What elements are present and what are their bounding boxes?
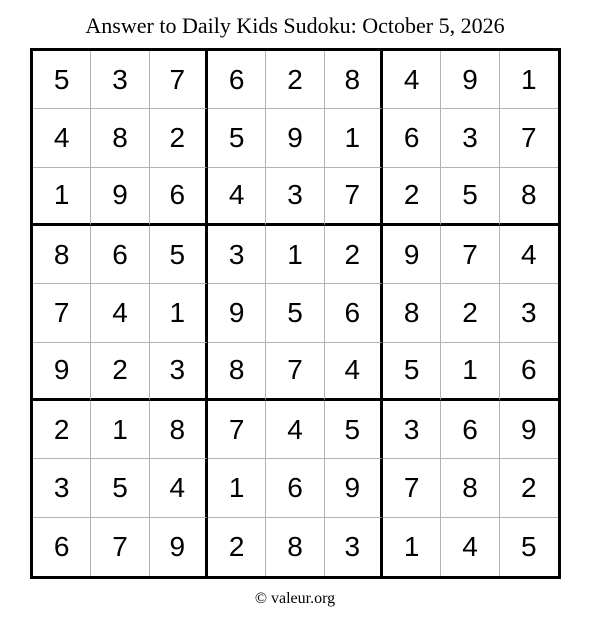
- sudoku-cell-r1-c7: 4: [383, 51, 441, 109]
- sudoku-cell-r8-c2: 5: [91, 459, 149, 517]
- sudoku-cell-r6-c1: 9: [33, 343, 91, 401]
- sudoku-cell-r8-c1: 3: [33, 459, 91, 517]
- sudoku-cell-r1-c4: 6: [208, 51, 266, 109]
- sudoku-cell-r8-c4: 1: [208, 459, 266, 517]
- sudoku-cell-r9-c3: 9: [150, 518, 208, 576]
- sudoku-cell-r7-c3: 8: [150, 401, 208, 459]
- sudoku-cell-r2-c9: 7: [500, 109, 558, 167]
- sudoku-cell-r8-c6: 9: [325, 459, 383, 517]
- sudoku-cell-r3-c4: 4: [208, 168, 266, 226]
- sudoku-cell-r5-c6: 6: [325, 284, 383, 342]
- sudoku-cell-r5-c3: 1: [150, 284, 208, 342]
- sudoku-cell-r9-c9: 5: [521, 530, 537, 562]
- sudoku-cell-r2-c3: 2: [150, 109, 208, 167]
- sudoku-cell-r9-c7: 1: [383, 518, 441, 576]
- sudoku-cell-r6-c8: 1: [441, 343, 499, 401]
- sudoku-cell-r6-c6: 4: [325, 343, 383, 401]
- sudoku-cell-r6-c5: 7: [266, 343, 324, 401]
- sudoku-cell-r9-c8: 4: [441, 518, 499, 576]
- sudoku-cell-r2-c4: 5: [208, 109, 266, 167]
- sudoku-cell-r3-c2: 9: [91, 168, 149, 226]
- sudoku-cell-r3-c9: 8: [500, 168, 558, 226]
- sudoku-cell-r5-c8: 2: [441, 284, 499, 342]
- sudoku-cell-r2-c8: 3: [441, 109, 499, 167]
- sudoku-cell-r7-c2: 1: [91, 401, 149, 459]
- sudoku-cell-r1-c3: 7: [150, 51, 208, 109]
- sudoku-cell-r1-c9: 1: [500, 51, 558, 109]
- sudoku-cell-r6-c4: 8: [208, 343, 266, 401]
- sudoku-cell-r6-c7: 5: [383, 343, 441, 401]
- sudoku-cell-r7-c9: 9: [500, 401, 558, 459]
- sudoku-cell-r2-c1: 4: [33, 109, 91, 167]
- sudoku-cell-r2-c6: 1: [325, 109, 383, 167]
- sudoku-cell-r2-c5: 9: [266, 109, 324, 167]
- sudoku-cell-r4-c7: 9: [383, 226, 441, 284]
- sudoku-cell-r7-c1: 2: [33, 401, 91, 459]
- sudoku-cell-r6-c3: 3: [150, 343, 208, 401]
- sudoku-cell-r9-c4: 2: [208, 518, 266, 576]
- puzzle-title: Answer to Daily Kids Sudoku: October 5, 2026: [85, 13, 505, 38]
- sudoku-cell-r9-c6: 3: [325, 518, 383, 576]
- sudoku-cell-r4-c1: 8: [33, 226, 91, 284]
- sudoku-cell-r4-c5: 1: [266, 226, 324, 284]
- sudoku-cell-r2-c2: 8: [91, 109, 149, 167]
- sudoku-cell-r4-c6: 2: [325, 226, 383, 284]
- sudoku-cell-r3-c6: 7: [325, 168, 383, 226]
- sudoku-cell-r1-c5: 2: [266, 51, 324, 109]
- sudoku-cell-r6-c2: 2: [91, 343, 149, 401]
- sudoku-cell-r3-c8: 5: [441, 168, 499, 226]
- sudoku-board: [30, 48, 561, 579]
- sudoku-cell-r4-c8: 7: [441, 226, 499, 284]
- sudoku-cell-r8-c3: 4: [150, 459, 208, 517]
- sudoku-cell-r3-c3: 6: [150, 168, 208, 226]
- sudoku-cell-r6-c9: 6: [500, 343, 558, 401]
- sudoku-cell-r5-c2: 4: [91, 284, 149, 342]
- sudoku-cell-r2-c7: 6: [383, 109, 441, 167]
- sudoku-cell-r4-c3: 5: [150, 226, 208, 284]
- sudoku-cell-r7-c7: 3: [383, 401, 441, 459]
- sudoku-cell-r4-c9: 4: [500, 226, 558, 284]
- sudoku-cell-r9-c2: 7: [91, 518, 149, 576]
- sudoku-cell-r8-c9: 2: [500, 459, 558, 517]
- sudoku-cell-r1-c8: 9: [441, 51, 499, 109]
- sudoku-cell-r5-c1: 7: [33, 284, 91, 342]
- sudoku-cell-r3-c1: 1: [33, 168, 91, 226]
- sudoku-cell-r8-c7: 7: [383, 459, 441, 517]
- site-credit: © valeur.org: [254, 590, 336, 607]
- sudoku-cell-r9-c1: 6: [33, 518, 91, 576]
- sudoku-cell-r5-c7: 8: [383, 284, 441, 342]
- sudoku-cell-r5-c4: 9: [208, 284, 266, 342]
- sudoku-cell-r7-c5: 4: [266, 401, 324, 459]
- sudoku-cell-r9-c5: 8: [266, 518, 324, 576]
- sudoku-cell-r4-c4: 3: [208, 226, 266, 284]
- sudoku-cell-r1-c2: 3: [91, 51, 149, 109]
- sudoku-cell-r1-c6: 8: [325, 51, 383, 109]
- sudoku-cell-r7-c6: 5: [325, 401, 383, 459]
- sudoku-cell-r3-c7: 2: [383, 168, 441, 226]
- sudoku-cell-r7-c8: 6: [441, 401, 499, 459]
- sudoku-cell-r7-c4: 7: [208, 401, 266, 459]
- sudoku-cell-r3-c5: 3: [266, 168, 324, 226]
- sudoku-cell-r5-c9: 3: [500, 284, 558, 342]
- sudoku-cell-r4-c2: 6: [91, 226, 149, 284]
- sudoku-cell-r5-c5: 5: [266, 284, 324, 342]
- sudoku-cell-r8-c5: 6: [266, 459, 324, 517]
- sudoku-cell-r8-c8: 8: [441, 459, 499, 517]
- sudoku-cell-r1-c1: 5: [33, 51, 91, 109]
